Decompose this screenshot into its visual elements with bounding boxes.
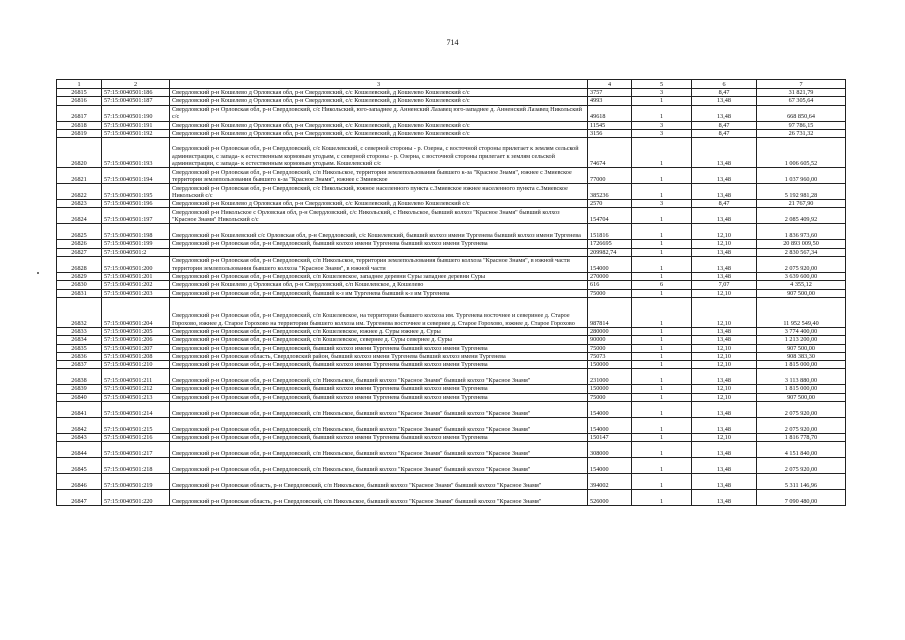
table-row	[57, 344, 846, 352]
cell-area: 150000	[588, 385, 632, 393]
cell-cadastral-number: 57:15:0040501:202	[102, 281, 170, 289]
table-row	[57, 121, 846, 129]
cell-cadastral-value: 2 075 920,00	[757, 458, 846, 474]
cell-row-number: 26828	[57, 257, 102, 273]
cell-rate: 13,48	[692, 369, 757, 385]
cell-cadastral-value: 4 151 840,00	[757, 442, 846, 458]
cell-rate: 13,48	[692, 402, 757, 418]
cell-address: Свердловский р-н Орловская обл, р-н Свердловский, с/п Кошелевское, на территории бывшего колхоза им. Тургенева восточнее и северинее д. Старое Горохово, южнее д. Старое Горохово на территории бывшего колхоза им. Тургенева восточнее и севернее д. Старое Горохово, южнее д. Старое Горохово	[170, 297, 588, 327]
cell-address: Свердловский р-н Орловская обл, р-н Свердловский, с/п Никольское, бывший колхоз "Красное Знамя" бывший колхоз "Красное Знамя"	[170, 402, 588, 418]
land-register-table	[56, 79, 846, 506]
cell-address: Свердловский р-н Орловская обл, р-н Свердловский, с/п Никольское, бывший колхоз "Красное Знамя" бывший колхоз "Красное Знамя"	[170, 369, 588, 385]
cell-cadastral-value: 2 830 567,34	[757, 248, 846, 256]
table-row	[57, 369, 846, 385]
cell-row-number: 26840	[57, 393, 102, 401]
cell-area: 616	[588, 281, 632, 289]
cell-cadastral-value: 2 085 409,92	[757, 208, 846, 224]
cell-area: 151816	[588, 224, 632, 240]
cell-cadastral-value: 1 815 000,00	[757, 385, 846, 393]
cell-group-code: 1	[632, 273, 692, 281]
cell-area: 77000	[588, 168, 632, 184]
cell-address: Свердловский р-н Кошелево д Орловская обл, р-н Свердловский, с/с Кошелевский, д Кошелево Кошелевский с/с	[170, 121, 588, 129]
cell-group-code: 1	[632, 418, 692, 434]
table-row	[57, 105, 846, 121]
cell-cadastral-number: 57:15:0040501:220	[102, 490, 170, 506]
header-col-4: 4	[588, 80, 632, 89]
cell-group-code: 1	[632, 248, 692, 256]
cell-rate: 13,48	[692, 105, 757, 121]
table-row	[57, 184, 846, 200]
cell-row-number: 26815	[57, 89, 102, 97]
cell-cadastral-value: 5 311 146,96	[757, 474, 846, 490]
cell-group-code: 1	[632, 289, 692, 297]
cell-group-code: 6	[632, 281, 692, 289]
cell-cadastral-number: 57:15:0040501:216	[102, 434, 170, 442]
cell-rate: 13,48	[692, 184, 757, 200]
cell-group-code: 1	[632, 168, 692, 184]
cell-group-code: 1	[632, 184, 692, 200]
cell-area: 154000	[588, 458, 632, 474]
table-row	[57, 208, 846, 224]
cell-group-code: 3	[632, 200, 692, 208]
cell-address: Свердловский р-н Никольское с Орловская обл, р-н Свердловский, с/с Никольский, с Никольское, бывший колхоз "Красное Знамя" бывший колхоз "Красное Знамя" Никольский с/с	[170, 208, 588, 224]
table-row	[57, 248, 846, 256]
cell-cadastral-value: 3 639 600,00	[757, 273, 846, 281]
header-row	[57, 80, 846, 89]
cell-address: Свердловский р-н Орловская обл, р-н Свердловский, с/с Никольский, южное населенного пункта с.Змиевское южнее населенного пункта с.Змиевское Никольский с/с	[170, 184, 588, 200]
cell-row-number: 26820	[57, 138, 102, 168]
cell-row-number: 26843	[57, 434, 102, 442]
cell-row-number: 26838	[57, 369, 102, 385]
cell-area: 154000	[588, 257, 632, 273]
cell-rate: 13,48	[692, 97, 757, 105]
header-col-3: 3	[170, 80, 588, 89]
cell-area: 385236	[588, 184, 632, 200]
cell-group-code: 1	[632, 385, 692, 393]
cell-group-code: 1	[632, 240, 692, 248]
cell-address: Свердловский р-н Орловская обл, р-н Свердловский, бывший колхоз имени Тургенева бывший колхоз имени Тургенева	[170, 361, 588, 369]
cell-cadastral-number: 57:15:0040501:215	[102, 418, 170, 434]
cell-rate: 13,48	[692, 257, 757, 273]
cell-group-code: 1	[632, 490, 692, 506]
header-col-6: 6	[692, 80, 757, 89]
table-row	[57, 442, 846, 458]
cell-area: 154000	[588, 402, 632, 418]
cell-rate: 8,47	[692, 121, 757, 129]
cell-address: Свердловский р-н Орловская обл, р-н Свердловский, с/п Никольское, территория землепользования бывшего к-за "Красное Знамя", южнее с Змиевское территория землепользования бывшего к-за "Красное Знамя", южнее с Змиевское	[170, 168, 588, 184]
cell-address: Свердловский р-н Кошелево д Орловская обл, р-н Свердловский, с/п Кошелевское, д Кошелево	[170, 281, 588, 289]
cell-row-number: 26826	[57, 240, 102, 248]
cell-area: 11545	[588, 121, 632, 129]
cell-address: Свердловский р-н Орловская область, Свердловский район, бывший колхоз имени Тургенева бывший колхоз имени Тургенева	[170, 352, 588, 360]
cell-row-number: 26835	[57, 344, 102, 352]
cell-cadastral-number: 57:15:0040501:192	[102, 129, 170, 137]
cell-rate: 12,10	[692, 297, 757, 327]
cell-group-code: 1	[632, 257, 692, 273]
cell-rate: 12,10	[692, 385, 757, 393]
cell-address: Свердловский р-н Орловская обл, р-н Свердловский, с/п Кошелевское, севернее д. Суры севернее д. Суры	[170, 336, 588, 344]
cell-rate: 13,48	[692, 138, 757, 168]
cell-cadastral-number: 57:15:0040501:193	[102, 138, 170, 168]
cell-rate: 12,10	[692, 240, 757, 248]
cell-cadastral-number: 57:15:0040501:219	[102, 474, 170, 490]
header-col-1: 1	[57, 80, 102, 89]
cell-area: 209982,74	[588, 248, 632, 256]
cell-group-code: 1	[632, 434, 692, 442]
cell-row-number: 26825	[57, 224, 102, 240]
cell-cadastral-number: 57:15:0040501:206	[102, 336, 170, 344]
cell-cadastral-number: 57:15:0040501:217	[102, 442, 170, 458]
cell-row-number: 26832	[57, 297, 102, 327]
cell-group-code: 1	[632, 352, 692, 360]
cell-group-code: 1	[632, 344, 692, 352]
cell-row-number: 26834	[57, 336, 102, 344]
margin-dot	[37, 272, 39, 274]
table-row	[57, 138, 846, 168]
cell-cadastral-number: 57:15:0040501:186	[102, 89, 170, 97]
cell-rate: 13,48	[692, 208, 757, 224]
cell-cadastral-value: 907 500,00	[757, 289, 846, 297]
cell-area: 280000	[588, 327, 632, 335]
table-row	[57, 281, 846, 289]
cell-cadastral-number: 57:15:0040501:191	[102, 121, 170, 129]
cell-cadastral-value: 31 821,79	[757, 89, 846, 97]
header-col-2: 2	[102, 80, 170, 89]
cell-row-number: 26829	[57, 273, 102, 281]
cell-address: Свердловский р-н Орловская обл, р-н Свердловский, с/с Кошелевский, с северной стороны - р. Озерна, с восточной стороны прилегает к землям сельской администрации, с запада- к естественным кормовым угодьям, с северной стороны - р. Озерна, с восточной стороны прилегает к землям сельской администрации, с запада- к естественным кормовым угодьям. Кошелевский с/с	[170, 138, 588, 168]
cell-area: 3757	[588, 89, 632, 97]
cell-group-code: 1	[632, 327, 692, 335]
cell-cadastral-number: 57:15:0040501:208	[102, 352, 170, 360]
cell-cadastral-number: 57:15:0040501:190	[102, 105, 170, 121]
cell-rate: 12,10	[692, 361, 757, 369]
table-row	[57, 273, 846, 281]
cell-area: 49618	[588, 105, 632, 121]
cell-cadastral-value: 1 006 605,52	[757, 138, 846, 168]
cell-group-code: 1	[632, 97, 692, 105]
cell-row-number: 26818	[57, 121, 102, 129]
cell-address: Свердловский р-н Орловская область, р-н Свердловский, с/п Никольское, бывший колхоз "Красное Знамя" бывший колхоз "Красное Знамя"	[170, 474, 588, 490]
cell-cadastral-value: 3 113 880,00	[757, 369, 846, 385]
cell-cadastral-value: 20 893 009,50	[757, 240, 846, 248]
cell-cadastral-number: 57:15:0040501:204	[102, 297, 170, 327]
cell-area: 526000	[588, 490, 632, 506]
cell-area: 75073	[588, 352, 632, 360]
table-row	[57, 385, 846, 393]
cell-rate: 12,10	[692, 393, 757, 401]
cell-group-code: 1	[632, 297, 692, 327]
table-row	[57, 200, 846, 208]
cell-rate: 8,47	[692, 129, 757, 137]
cell-cadastral-number: 57:15:0040501:198	[102, 224, 170, 240]
table-row	[57, 327, 846, 335]
cell-area: 150147	[588, 434, 632, 442]
cell-cadastral-value: 907 500,00	[757, 344, 846, 352]
cell-group-code: 1	[632, 442, 692, 458]
cell-cadastral-value: 1 816 778,70	[757, 434, 846, 442]
cell-rate: 12,10	[692, 344, 757, 352]
cell-row-number: 26841	[57, 402, 102, 418]
cell-row-number: 26846	[57, 474, 102, 490]
cell-group-code: 1	[632, 369, 692, 385]
cell-row-number: 26819	[57, 129, 102, 137]
cell-group-code: 1	[632, 105, 692, 121]
cell-address: Свердловский р-н Орловская область, р-н Свердловский, с/п Никольское, бывший колхоз "Красное Знамя" бывший колхоз "Красное Знамя"	[170, 490, 588, 506]
cell-cadastral-number: 57:15:0040501:196	[102, 200, 170, 208]
cell-row-number: 26822	[57, 184, 102, 200]
table-row	[57, 224, 846, 240]
cell-rate: 13,48	[692, 418, 757, 434]
cell-address: Свердловский р-н Орловская обл, р-н Свердловский, с/п Никольское, бывший колхоз "Красное Знамя" бывший колхоз "Красное Знамя"	[170, 418, 588, 434]
cell-group-code: 1	[632, 458, 692, 474]
cell-cadastral-value: 1 836 973,60	[757, 224, 846, 240]
cell-address: Свердловский р-н Кошелевский с/с Орловская обл, р-н Свердловский, с/с Кошелевский, бывший колхоз имени Тургенева бывший колхоз имени Тургенева	[170, 224, 588, 240]
cell-row-number: 26817	[57, 105, 102, 121]
header-col-7: 7	[757, 80, 846, 89]
cell-area: 154000	[588, 418, 632, 434]
cell-cadastral-value: 11 952 549,40	[757, 297, 846, 327]
cell-cadastral-value: 3 774 400,00	[757, 327, 846, 335]
cell-row-number: 26847	[57, 490, 102, 506]
cell-cadastral-number: 57:15:0040501:211	[102, 369, 170, 385]
table-row	[57, 418, 846, 434]
cell-group-code: 1	[632, 361, 692, 369]
cell-cadastral-value: 5 192 981,28	[757, 184, 846, 200]
cell-rate: 13,48	[692, 442, 757, 458]
cell-cadastral-number: 57:15:0040501:2	[102, 248, 170, 256]
cell-address: Свердловский р-н Орловская обл, р-н Свердловский, с/п Кошелевское, западнее деревни Суры западнее деревни Суры	[170, 273, 588, 281]
cell-cadastral-value: 26 731,32	[757, 129, 846, 137]
table-row	[57, 297, 846, 327]
cell-address	[170, 248, 588, 256]
cell-row-number: 26844	[57, 442, 102, 458]
cell-rate: 13,48	[692, 490, 757, 506]
cell-address: Свердловский р-н Орловская обл, р-н Свердловский, с/с Никольский, юго-западнее д. Анненский Лазавец юго-западнее д. Анненский Лазавец Никольский с/с	[170, 105, 588, 121]
cell-address: Свердловский р-н Орловская обл, р-н Свердловский, бывший колхоз имени Тургенева бывший колхоз имени Тургенева	[170, 344, 588, 352]
cell-cadastral-number: 57:15:0040501:197	[102, 208, 170, 224]
cell-cadastral-value: 7 090 480,00	[757, 490, 846, 506]
cell-group-code: 1	[632, 393, 692, 401]
table-row	[57, 97, 846, 105]
cell-row-number: 26827	[57, 248, 102, 256]
cell-cadastral-number: 57:15:0040501:200	[102, 257, 170, 273]
table-row	[57, 257, 846, 273]
cell-address: Свердловский р-н Орловская обл, р-н Свердловский, с/п Кошелевское, южнее д. Суры южнее д. Суры	[170, 327, 588, 335]
cell-area: 987814	[588, 297, 632, 327]
cell-rate: 8,47	[692, 200, 757, 208]
table-body	[57, 89, 846, 506]
cell-group-code: 1	[632, 138, 692, 168]
cell-area: 270000	[588, 273, 632, 281]
cell-area: 231000	[588, 369, 632, 385]
header-col-5: 5	[632, 80, 692, 89]
cell-address: Свердловский р-н Кошелево д Орловская обл, р-н Свердловский, с/с Кошелевский, д Кошелево Кошелевский с/с	[170, 200, 588, 208]
cell-row-number: 26830	[57, 281, 102, 289]
cell-area: 308000	[588, 442, 632, 458]
cell-cadastral-number: 57:15:0040501:213	[102, 393, 170, 401]
cell-cadastral-number: 57:15:0040501:195	[102, 184, 170, 200]
cell-row-number: 26816	[57, 97, 102, 105]
cell-cadastral-number: 57:15:0040501:218	[102, 458, 170, 474]
cell-rate: 13,48	[692, 273, 757, 281]
table-row	[57, 393, 846, 401]
cell-area: 74674	[588, 138, 632, 168]
cell-row-number: 26845	[57, 458, 102, 474]
cell-cadastral-number: 57:15:0040501:194	[102, 168, 170, 184]
cell-address: Свердловский р-н Орловская обл, р-н Свердловский, с/п Никольское, бывший колхоз "Красное Знамя" бывший колхоз "Красное Знамя"	[170, 442, 588, 458]
cell-cadastral-value: 908 383,30	[757, 352, 846, 360]
table-row	[57, 361, 846, 369]
cell-rate: 13,48	[692, 327, 757, 335]
cell-cadastral-value: 67 305,64	[757, 97, 846, 105]
cell-area: 150000	[588, 361, 632, 369]
cell-rate: 13,48	[692, 248, 757, 256]
cell-group-code: 3	[632, 129, 692, 137]
cell-rate: 12,10	[692, 352, 757, 360]
cell-address: Свердловский р-н Орловская обл, р-н Свердловский, бывший колхоз имени Тургенева бывший колхоз имени Тургенева	[170, 393, 588, 401]
cell-cadastral-number: 57:15:0040501:205	[102, 327, 170, 335]
cell-cadastral-number: 57:15:0040501:207	[102, 344, 170, 352]
cell-address: Свердловский р-н Орловская обл, р-н Свердловский, бывший колхоз имени Тургенева бывший колхоз имени Тургенева	[170, 240, 588, 248]
cell-cadastral-number: 57:15:0040501:210	[102, 361, 170, 369]
cell-address: Свердловский р-н Орловская обл, р-н Свердловский, бывший колхоз имени Тургенева бывший колхоз имени Тургенева	[170, 385, 588, 393]
cell-cadastral-value: 668 850,64	[757, 105, 846, 121]
cell-group-code: 3	[632, 121, 692, 129]
cell-rate: 13,48	[692, 474, 757, 490]
cell-cadastral-number: 57:15:0040501:199	[102, 240, 170, 248]
cell-cadastral-number: 57:15:0040501:212	[102, 385, 170, 393]
cell-group-code: 1	[632, 224, 692, 240]
cell-row-number: 26821	[57, 168, 102, 184]
cell-group-code: 1	[632, 474, 692, 490]
table-row	[57, 352, 846, 360]
cell-rate: 12,10	[692, 289, 757, 297]
table-row	[57, 289, 846, 297]
cell-row-number: 26824	[57, 208, 102, 224]
cell-cadastral-value: 21 767,90	[757, 200, 846, 208]
table-row	[57, 490, 846, 506]
cell-cadastral-value: 907 500,00	[757, 393, 846, 401]
table-row	[57, 336, 846, 344]
page-number: 714	[446, 38, 459, 47]
cell-address: Свердловский р-н Орловская обл, р-н Свердловский, бывший к-з им Тургенева бывший к-з им Тургенева	[170, 289, 588, 297]
cell-group-code: 1	[632, 402, 692, 418]
cell-rate: 13,48	[692, 458, 757, 474]
cell-rate: 13,48	[692, 336, 757, 344]
table-row	[57, 129, 846, 137]
table-row	[57, 434, 846, 442]
cell-group-code: 1	[632, 336, 692, 344]
cell-area: 4993	[588, 97, 632, 105]
cell-cadastral-number: 57:15:0040501:201	[102, 273, 170, 281]
cell-rate: 12,10	[692, 434, 757, 442]
cell-cadastral-number: 57:15:0040501:203	[102, 289, 170, 297]
table-row	[57, 168, 846, 184]
cell-row-number: 26836	[57, 352, 102, 360]
table-row	[57, 402, 846, 418]
cell-rate: 8,47	[692, 89, 757, 97]
cell-cadastral-value: 2 075 920,00	[757, 402, 846, 418]
cell-group-code: 3	[632, 89, 692, 97]
table-row	[57, 458, 846, 474]
cell-area: 75000	[588, 393, 632, 401]
cell-cadastral-value: 1 213 200,00	[757, 336, 846, 344]
cell-area: 154704	[588, 208, 632, 224]
cell-address: Свердловский р-н Орловская обл, р-н Свердловский, бывший колхоз имени Тургенева бывший колхоз имени Тургенева	[170, 434, 588, 442]
cell-cadastral-value: 97 786,15	[757, 121, 846, 129]
cell-cadastral-number: 57:15:0040501:187	[102, 97, 170, 105]
cell-rate: 7,07	[692, 281, 757, 289]
cell-cadastral-value: 2 075 920,00	[757, 418, 846, 434]
cell-cadastral-number: 57:15:0040501:214	[102, 402, 170, 418]
cell-row-number: 26831	[57, 289, 102, 297]
cell-cadastral-value: 1 037 960,00	[757, 168, 846, 184]
cell-group-code: 1	[632, 208, 692, 224]
cell-address: Свердловский р-н Кошелево д Орловская обл, р-н Свердловский, с/с Кошелевский, д Кошелево Кошелевский с/с	[170, 97, 588, 105]
table-row	[57, 474, 846, 490]
cell-row-number: 26837	[57, 361, 102, 369]
table-row	[57, 240, 846, 248]
cell-area: 3156	[588, 129, 632, 137]
cell-address: Свердловский р-н Кошелево д Орловская обл, р-н Свердловский, с/с Кошелевский, д Кошелево Кошелевский с/с	[170, 89, 588, 97]
cell-row-number: 26842	[57, 418, 102, 434]
cell-row-number: 26833	[57, 327, 102, 335]
cell-address: Свердловский р-н Орловская обл, р-н Свердловский, с/п Никольское, территория землепользования бывшего колхоза "Красное Знамя", в южной части территория землепользования бывшего колхоза "Красное Знамя", в южной части	[170, 257, 588, 273]
cell-rate: 13,48	[692, 168, 757, 184]
cell-area: 394002	[588, 474, 632, 490]
cell-area: 1726695	[588, 240, 632, 248]
cell-area: 75000	[588, 344, 632, 352]
cell-row-number: 26839	[57, 385, 102, 393]
cell-cadastral-value: 1 815 000,00	[757, 361, 846, 369]
cell-address: Свердловский р-н Кошелево д Орловская обл, р-н Свердловский, с/с Кошелевский, д Кошелево Кошелевский с/с	[170, 129, 588, 137]
cell-area: 2570	[588, 200, 632, 208]
cell-area: 90000	[588, 336, 632, 344]
cell-row-number: 26823	[57, 200, 102, 208]
cell-cadastral-value: 4 355,12	[757, 281, 846, 289]
cell-rate: 12,10	[692, 224, 757, 240]
cell-cadastral-value: 2 075 920,00	[757, 257, 846, 273]
cell-address: Свердловский р-н Орловская обл, р-н Свердловский, с/п Никольское, бывший колхоз "Красное Знамя" бывший колхоз "Красное Знамя"	[170, 458, 588, 474]
table-row	[57, 89, 846, 97]
cell-area: 75000	[588, 289, 632, 297]
